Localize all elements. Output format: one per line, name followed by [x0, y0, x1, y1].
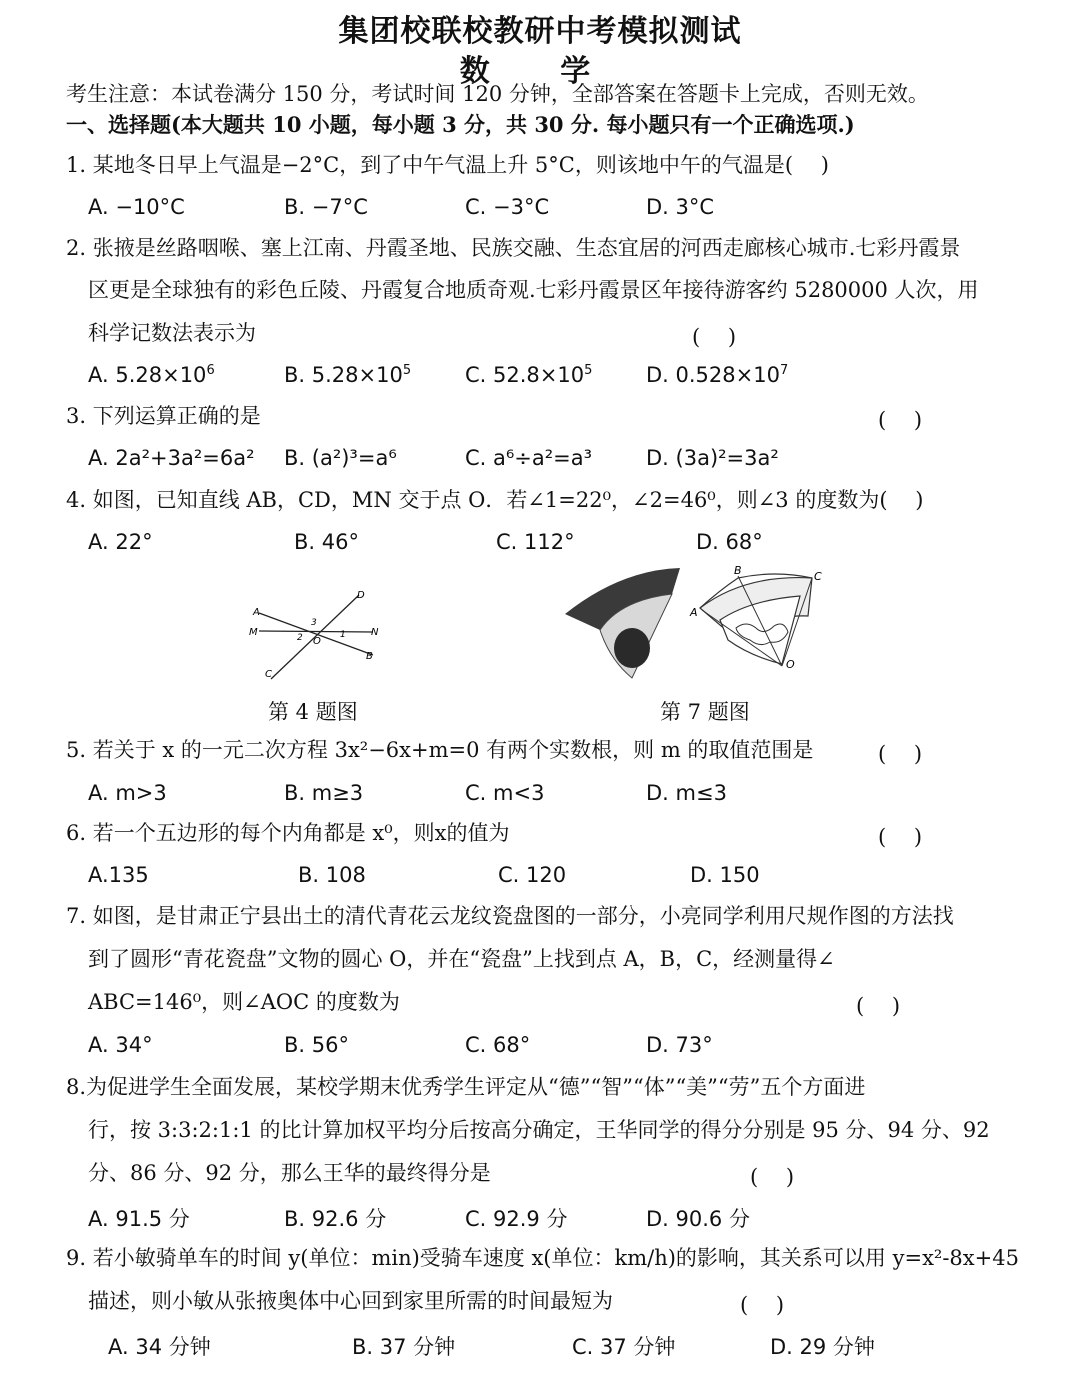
option-a-exponent: 6 [206, 363, 215, 378]
question-9-option-c: C. 37 分钟 [572, 1335, 676, 1359]
label-b: B [366, 651, 373, 662]
question-7-option-a: A. 34° [88, 1033, 153, 1057]
question-7-answer-bracket: ( ) [856, 994, 901, 1018]
option-d-base: D. 0.528×10 [646, 363, 780, 387]
question-9-option-a: A. 34 分钟 [108, 1335, 211, 1359]
question-4-text: 4. 如图，已知直线 AB，CD，MN 交于点 O．若∠1=22⁰，∠2=46⁰，则∠3 的度数为( ) [66, 488, 924, 512]
question-8-line-2: 行，按 3:3:2:1:1 的比计算加权平均分后按高分确定，王华同学的得分分别是 95 分、94 分、92 [88, 1118, 990, 1142]
question-7-line-3: ABC=146⁰，则∠AOC 的度数为 [88, 990, 400, 1014]
question-8-option-c: C. 92.9 分 [465, 1207, 568, 1231]
option-b-base: B. 5.28×10 [284, 363, 403, 387]
question-8-answer-bracket: ( ) [750, 1165, 795, 1189]
question-2-option-c [465, 363, 592, 387]
question-6-option-b: B. 108 [298, 863, 366, 887]
question-8-option-d: D. 90.6 分 [646, 1207, 750, 1231]
angle-label-2: 2 [297, 633, 303, 643]
question-8-option-a: A. 91.5 分 [88, 1207, 190, 1231]
question-8-option-b: B. 92.6 分 [284, 1207, 387, 1231]
option-a-base: A. 5.28×10 [88, 363, 207, 387]
question-9-line-2: 描述，则小敏从张掖奥体中心回到家里所需的时间最短为 [88, 1289, 613, 1313]
question-5-option-c: C. m<3 [465, 781, 545, 805]
plate-pattern-photo [614, 628, 650, 668]
question-1-option-d: D. 3°C [646, 195, 715, 219]
question-6-answer-bracket: ( ) [878, 825, 923, 849]
line-mn [259, 631, 373, 632]
question-1-option-a: A. −10°C [88, 195, 185, 219]
question-3-option-a: A. 2a²+3a²=6a² [88, 446, 255, 470]
question-7-option-d: D. 73° [646, 1033, 713, 1057]
question-2-answer-bracket: ( ) [692, 325, 737, 349]
question-5-answer-bracket: ( ) [878, 742, 923, 766]
question-6-text: 6. 若一个五边形的每个内角都是 x⁰，则x的值为 [66, 821, 510, 845]
question-4-option-c: C. 112° [496, 530, 575, 554]
label-a: A [690, 606, 698, 619]
label-n: N [371, 627, 379, 638]
question-7-option-b: B. 56° [284, 1033, 349, 1057]
question-5-text: 5. 若关于 x 的一元二次方程 3x²−6x+m=0 有两个实数根，则 m 的取值范围是 [66, 738, 814, 762]
label-o: O [786, 658, 795, 671]
label-o: O [313, 636, 321, 647]
question-9-option-d: D. 29 分钟 [770, 1335, 875, 1359]
figure-4-diagram [245, 585, 395, 685]
question-2-option-a [88, 363, 215, 387]
exam-title: 集团校联校教研中考模拟测试 [338, 14, 742, 49]
question-4-option-a: A. 22° [88, 530, 153, 554]
option-d-exponent: 7 [779, 363, 789, 378]
question-5-option-d: D. m≤3 [646, 781, 727, 805]
question-2-line-1: 2. 张掖是丝路咽喉、塞上江南、丹霞圣地、民族交融、生态宜居的河西走廊核心城市.七彩丹霞景 [66, 236, 961, 260]
angle-label-3: 3 [311, 618, 317, 628]
question-3-option-c: C. a⁶÷a²=a³ [465, 446, 593, 470]
question-8-line-3: 分、86 分、92 分，那么王华的最终得分是 [88, 1161, 491, 1185]
question-9-option-b: B. 37 分钟 [352, 1335, 456, 1359]
figure-7-caption: 第 7 题图 [660, 700, 750, 724]
question-2-option-d [646, 363, 788, 387]
label-b: B [734, 564, 742, 577]
option-c-exponent: 5 [584, 363, 593, 378]
question-7-line-1: 7. 如图，是甘肃正宁县出土的清代青花云龙纹瓷盘图的一部分，小亮同学利用尺规作图的方法找 [66, 904, 954, 928]
question-6-option-d: D. 150 [690, 863, 760, 887]
question-4-option-d: D. 68° [696, 530, 763, 554]
question-1-option-b: B. −7°C [284, 195, 368, 219]
question-3-option-d: D. (3a)²=3a² [646, 446, 779, 470]
question-9-line-1: 9. 若小敏骑单车的时间 y(单位：min)受骑车速度 x(单位：km/h)的影响，其关系可以用 y=x²-8x+45 [66, 1246, 1019, 1270]
question-2-line-2: 区更是全球独有的彩色丘陵、丹霞复合地质奇观.七彩丹霞景区年接待游客约 5280000 人次，用 [88, 278, 979, 302]
question-1-text: 1. 某地冬日早上气温是−2°C，到了中午气温上升 5°C，则该地中午的气温是( ) [66, 153, 829, 177]
figure-4-caption: 第 4 题图 [268, 700, 358, 724]
label-m: M [249, 627, 258, 638]
question-3-option-b: B. (a²)³=a⁶ [284, 446, 397, 470]
angle-label-1: 1 [340, 630, 346, 640]
question-2-option-b [284, 363, 411, 387]
question-6-option-a: A.135 [88, 863, 149, 887]
label-c: C [265, 669, 272, 680]
figure-7-diagram [560, 560, 830, 690]
subject-title: 数 学 [459, 54, 621, 89]
question-6-option-c: C. 120 [498, 863, 567, 887]
question-9-answer-bracket: ( ) [740, 1293, 785, 1317]
label-c: C [814, 570, 822, 583]
question-3-answer-bracket: ( ) [878, 408, 923, 432]
option-b-exponent: 5 [402, 363, 412, 378]
question-5-option-a: A. m>3 [88, 781, 167, 805]
question-7-line-2: 到了圆形“青花瓷盘”文物的圆心 O，并在“瓷盘”上找到点 A，B，C，经测量得∠ [88, 947, 835, 971]
label-d: D [357, 590, 365, 601]
section-heading: 一、选择题(本大题共 10 小题，每小题 3 分，共 30 分. 每小题只有一个正确选项.) [66, 112, 855, 137]
exam-notice: 考生注意：本试卷满分 150 分，考试时间 120 分钟，全部答案在答题卡上完成，否则无效。 [66, 82, 929, 106]
question-5-option-b: B. m≥3 [284, 781, 364, 805]
question-8-line-1: 8.为促进学生全面发展，某校学期末优秀学生评定从“德”“智”“体”“美”“劳”五个方面进 [66, 1075, 866, 1099]
question-3-text: 3. 下列运算正确的是 [66, 404, 261, 428]
option-c-base: C. 52.8×10 [465, 363, 585, 387]
question-4-option-b: B. 46° [294, 530, 359, 554]
question-1-option-c: C. −3°C [465, 195, 550, 219]
label-a: A [253, 607, 260, 618]
question-7-option-c: C. 68° [465, 1033, 531, 1057]
question-2-line-3: 科学记数法表示为 [88, 321, 256, 345]
